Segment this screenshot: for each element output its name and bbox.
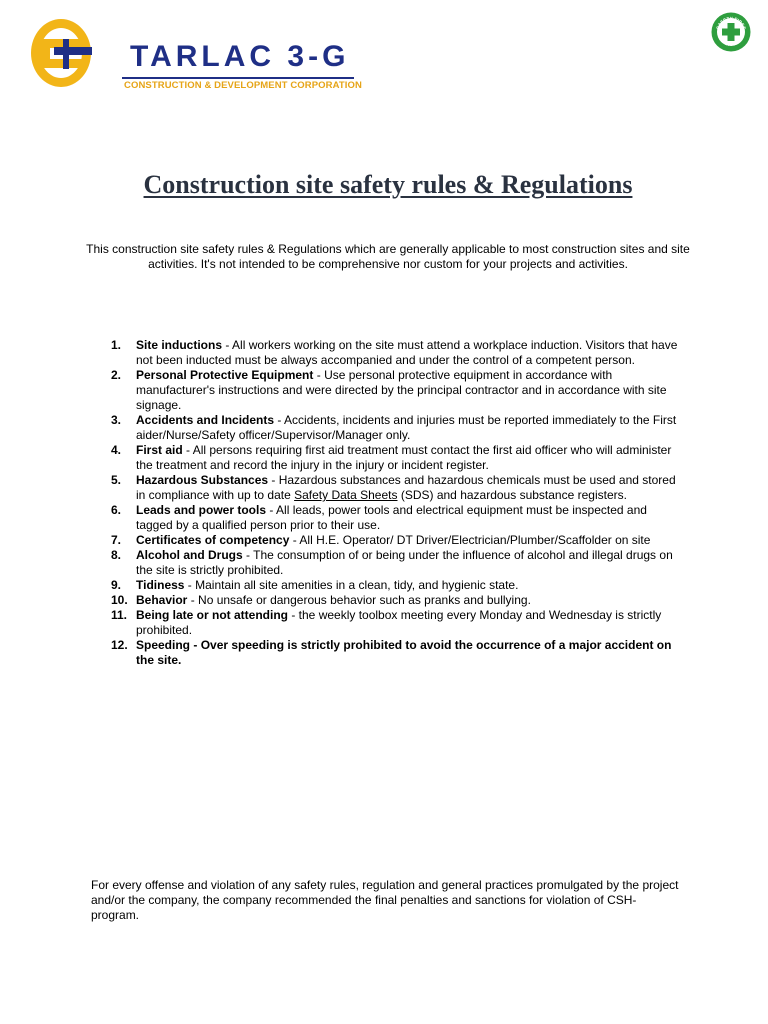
company-name-underline	[122, 77, 354, 79]
rule-description: Accidents, incidents and injuries must be reported immediately to the First aider/Nurse/Safety officer/Supervisor/Manager only.	[136, 413, 677, 442]
safety-first-badge-icon	[711, 12, 751, 52]
rule-item	[102, 578, 684, 593]
rule-description: Maintain all site amenities in a clean, tidy, and hygienic state.	[195, 578, 519, 592]
rule-item	[102, 533, 684, 548]
rule-title: Alcohol and Drugs	[136, 548, 243, 562]
safety-rules-list	[102, 338, 684, 668]
rule-number: 10.	[111, 593, 128, 607]
rule-title: Hazardous Substances	[136, 473, 269, 487]
company-logo	[30, 17, 362, 91]
penalties-note: For every offense and violation of any safety rules, regulation and general practices promulgated by the project and/or the company, the company recommended the final penalties and sanctions for violation of CSH-program.	[91, 878, 679, 922]
rule-title: Accidents and Incidents	[136, 413, 275, 427]
rule-number: 3.	[111, 413, 122, 427]
rule-separator: -	[242, 548, 254, 562]
rule-item	[102, 548, 684, 578]
rule-separator: -	[222, 338, 233, 352]
rule-number: 8.	[111, 548, 122, 562]
document-title: Construction site safety rules & Regulations	[143, 170, 633, 199]
rule-item	[102, 413, 684, 443]
rule-description: Use personal protective equipment in accordance with manufacturer's instructions and were directed by the principal contractor and in accordance with site signage.	[136, 368, 667, 412]
rule-number: 4.	[111, 443, 122, 457]
rule-separator: -	[288, 608, 299, 622]
rule-title: Behavior	[136, 593, 188, 607]
rule-item	[102, 338, 684, 368]
rule-item	[102, 638, 684, 668]
rule-description: The consumption of or being under the influence of alcohol and illegal drugs on the site is strictly prohibited.	[136, 548, 673, 577]
badge-top-text: SAFETY FIRST	[715, 15, 747, 30]
rule-description: Over speeding is strictly prohibited to avoid the occurrence of a major accident on the site.	[136, 638, 672, 667]
rule-number: 9.	[111, 578, 122, 592]
rule-description: All persons requiring first aid treatment must contact the first aid officer who will administer the treatment and record the injury in the injury or incident register.	[136, 443, 672, 472]
rule-description: Hazardous substances and hazardous chemicals must be used and stored in compliance with up to date	[136, 473, 676, 502]
safety-data-sheets-link[interactable]: Safety Data Sheets	[294, 488, 398, 502]
rule-number: 2.	[111, 368, 122, 382]
rule-title: Tidiness	[136, 578, 185, 592]
rule-item	[102, 593, 684, 608]
rule-separator: -	[289, 533, 300, 547]
intro-paragraph: This construction site safety rules & Regulations which are generally applicable to most construction sites and site activities. It's not intended to be comprehensive nor custom for your projects and activities.	[86, 242, 690, 271]
rule-separator: -	[266, 503, 277, 517]
rule-description: All workers working on the site must attend a workplace induction. Visitors that have not been inducted must be always accompanied and under the control of a competent person.	[136, 338, 678, 367]
rule-number: 12.	[111, 638, 128, 652]
rule-number: 1.	[111, 338, 122, 352]
rule-description-end: (SDS) and hazardous substance registers.	[397, 488, 627, 502]
rule-item	[102, 443, 684, 473]
rule-description: No unsafe or dangerous behavior such as pranks and bullying.	[198, 593, 531, 607]
tarlac-3g-logo-icon	[30, 17, 92, 89]
company-subtitle: CONSTRUCTION & DEVELOPMENT CORPORATION	[124, 80, 362, 91]
rule-item	[102, 473, 684, 503]
rule-separator: -	[184, 578, 196, 592]
badge-bottom-text: SAFETY FIRST	[717, 35, 745, 48]
rule-separator: -	[187, 593, 199, 607]
rule-title: Certificates of competency	[136, 533, 290, 547]
rule-title: Leads and power tools	[136, 503, 267, 517]
rule-separator: -	[190, 638, 201, 652]
rule-item	[102, 503, 684, 533]
rule-separator: -	[182, 443, 193, 457]
rule-title: Site inductions	[136, 338, 223, 352]
rule-item	[102, 608, 684, 638]
rule-title: Speeding	[136, 638, 191, 652]
rule-number: 7.	[111, 533, 122, 547]
rule-separator: -	[268, 473, 279, 487]
rule-separator: -	[313, 368, 325, 382]
company-name: TARLAC 3-G	[130, 40, 350, 73]
rule-title: Personal Protective Equipment	[136, 368, 314, 382]
rule-separator: -	[274, 413, 285, 427]
rule-description: All leads, power tools and electrical equipment must be inspected and tagged by a qualified person prior to their use.	[136, 503, 647, 532]
rule-number: 11.	[111, 608, 128, 622]
rule-description: the weekly toolbox meeting every Monday and Wednesday is strictly prohibited.	[136, 608, 662, 637]
rule-item	[102, 368, 684, 413]
rule-title: Being late or not attending	[136, 608, 288, 622]
rule-number: 5.	[111, 473, 122, 487]
rule-title: First aid	[136, 443, 183, 457]
rule-description: All H.E. Operator/ DT Driver/Electrician/Plumber/Scaffolder on site	[299, 533, 651, 547]
rule-number: 6.	[111, 503, 122, 517]
